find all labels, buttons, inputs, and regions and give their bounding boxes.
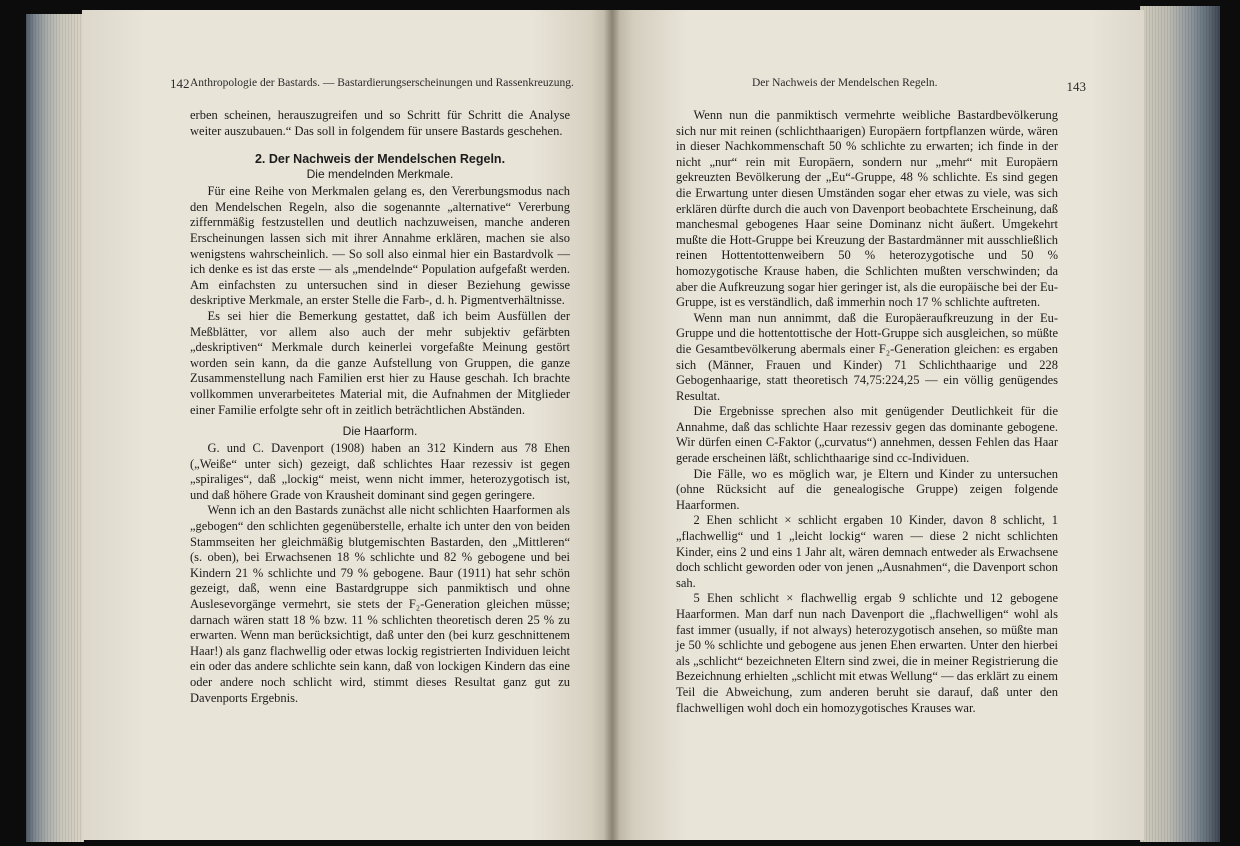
section-title: 2. Der Nachweis der Mendelschen Regeln. xyxy=(254,152,506,167)
right-page-stack xyxy=(1140,6,1220,842)
paragraph: Es sei hier die Bemerkung gestattet, daß ich beim Ausfüllen der Meßblätter, vor allem also auch der mehr subjektiv gefärbten „deskriptiven“ Merkmale durch keinerlei vorgefaßte Meinung gestört worden sein kann, da die ganze Aufstellung von Gruppen, die ganze Zusammenstellung nach Familien erst hier zu Hause geschah. Ich brachte vollkommen unverarbeitetes Material mit, die Aufnahmen der Mitglieder einer Familie erfolgte sehr oft in zeitlich beträchtlichen Abständen. xyxy=(190,308,570,417)
left-text-column xyxy=(190,108,570,706)
paragraph: Die Fälle, wo es möglich war, je Eltern und Kinder zu untersuchen (ohne Rücksicht auf die genealogische Gruppe) zeigen folgende Haarformen. xyxy=(676,466,1058,512)
subheading-merkmale: Die mendelnden Merkmale. xyxy=(306,167,454,182)
left-page xyxy=(82,10,612,840)
paragraph: erben scheinen, herauszugreifen und so Schritt für Schritt die Analyse weiter auszubauen.“ Das soll in folgendem für unsere Bastards geschehen. xyxy=(190,108,570,138)
book-gutter xyxy=(604,10,620,840)
paragraph: 5 Ehen schlicht × flachwellig ergab 9 schlichte und 12 gebogene Haarformen. Man darf nun nach Davenport die „flachwelligen“ wohl als fast immer (usually, if not always) heterozygotisch ansehen, so müßte man je 50 % schlichte und gebogene aus jenen Ehen erwarten. Unter den hierbei als „schlicht“ bezeichneten Eltern sind zwei, die in meiner Registrierung die Bezeichnung erhielten „schlicht mit etwas Wellung“ — das erklärt zu einem Teil die Abweichung, zum anderen beruht sie darauf, daß unter den flachwelligen wohl doch ein homozygotisches Krauses war. xyxy=(676,591,1058,715)
left-page-number: 142 xyxy=(170,76,190,91)
right-page xyxy=(612,10,1144,840)
paragraph: Die Ergebnisse sprechen also mit genügender Deutlichkeit für die Annahme, daß das schlichte Haar rezessiv gegen das dominante gebogene. Wir dürfen einen C-Faktor („curvatus“) annehmen, dessen Fehlen das Haar gerade erscheinen läßt, schlichthaarige sind cc-Individuen. xyxy=(676,404,1058,466)
paragraph: Wenn ich an den Bastards zunächst alle nicht schlichten Haarformen als „gebogen“ den schlichten gegenüberstelle, erhalte ich unter den von beiden Stammseiten her gleichmäßig blutgemischten Bastarden, den „Mittleren“ (s. oben), bei Erwachsenen 18 % schlichte und 82 % gebogene und bei Kindern 21 % schlichte und 79 % gebogene. Baur (1911) hat sehr schön gezeigt, daß, wenn eine Bastardgruppe sich panmiktisch und ohne Auslesevorgänge vermehrt, sie stets der F₂-Generation gleichen müsse; darnach wären statt 18 % bzw. 11 % schlichten theoretisch deren 25 % zu erwarten. Wenn man berücksichtigt, daß unter den (bei kurz geschnittenem Haar!) als ganz flachwellig oder etwas lockig registrierten Individuen leicht ein oder das andere schlichte sein kann, daß von lockigen Kindern das eine oder andere noch schlicht wird, stimmt dieses Resultat ganz gut zu Davenports Ergebnis. xyxy=(190,503,570,705)
paragraph: Für eine Reihe von Merkmalen gelang es, den Vererbungsmodus nach den Mendelschen Regeln, also die sogenannte „alternative“ Vererbung ziffernmäßig festzustellen und deutlich nachzuweisen, manche anderen Erscheinungen lassen sich mit ihrer Annahme erklären, machen sie also wenigstens wahrscheinlich. — So soll also einmal hier ein Bastardvolk — ich denke es ist das erste — als „mendelnde“ Population aufgefaßt werden. Am einfachsten zu untersuchen sind in dieser Beziehung gewisse deskriptive Merkmale, an erster Stelle die Farb-, d. h. Pigmentverhältnisse. xyxy=(190,184,570,308)
paragraph: Wenn nun die panmiktisch vermehrte weibliche Bastardbevölkerung sich nur mit reinen (schlichthaarigen) Europäern fortpflanzen würde, wären in dieser Nachkommenschaft 50 % schlichte zu erwarten; ich finde in der nicht „nur“ rein mit Europäern, sondern nur „mehr“ mit Europäern gekreuzten Bevölkerung der „Eu“-Gruppe, 48 % schlichte. Es sind gegen die Erwartung unter diesen Umständen sogar eher etwas zu viele, was sich erklären dürfte durch die auch von Davenport beobachtete Erscheinung, daß manchesmal gebogenes Haar seine Dominanz nicht äußert. Umgekehrt mußte die Hott-Gruppe bei Kreuzung der Bastardmänner mit ausschließlich reinen Hottentottenweibern 50 % heterozygotische und 50 % homozygotische Krause haben, die Schlichten mußten verschwinden; da aber die Aufkreuzung sogar hier geringer ist, als die europäische bei der Eu-Gruppe, ist es verständlich, daß immerhin noch 17 % schlichte auftreten. xyxy=(676,108,1058,310)
paragraph: 2 Ehen schlicht × schlicht ergaben 10 Kinder, davon 8 schlicht, 1 „flachwellig“ und 1 „leicht lockig“ waren — diese 2 nicht schlichten Kinder, eins 2 und eins 1 Jahr alt, wären demnach entweder als Erwachsene doch schlicht geworden oder von jenen „Ausnahmen“, die Davenport schon sah. xyxy=(676,513,1058,590)
left-running-head: Anthropologie der Bastards. — Bastardierungserscheinungen und Rassenkreuzung. xyxy=(190,77,574,89)
right-running-head: Der Nachweis der Mendelschen Regeln. xyxy=(752,77,938,89)
subheading-haarform: Die Haarform. xyxy=(342,424,418,439)
paragraph: Wenn man nun annimmt, daß die Europäeraufkreuzung in der Eu-Gruppe und die hottentottische der Hott-Gruppe sich ausgleichen, so müßte die Gesamtbevölkerung abermals einer F₂-Generation gleichen: es ergaben sich (Männer, Frauen und Kinder) 71 Schlichthaarige und 228 Gebogenhaarige, statt theoretisch 74,75:224,25 — ein völlig genügendes Resultat. xyxy=(676,310,1058,403)
right-text-column xyxy=(676,108,1058,716)
left-page-stack xyxy=(26,14,84,842)
right-page-number: 143 xyxy=(1066,79,1086,94)
paragraph: G. und C. Davenport (1908) haben an 312 Kindern aus 78 Ehen („Weiße“ unter sich) gezeigt, daß schlichtes Haar rezessiv ist gegen „spiraliges“, daß „lockig“ meist, wenn nicht immer, heterozygotisch ist, und daß höhere Grade von Krausheit dominant sind gegen geringere. xyxy=(190,441,570,502)
